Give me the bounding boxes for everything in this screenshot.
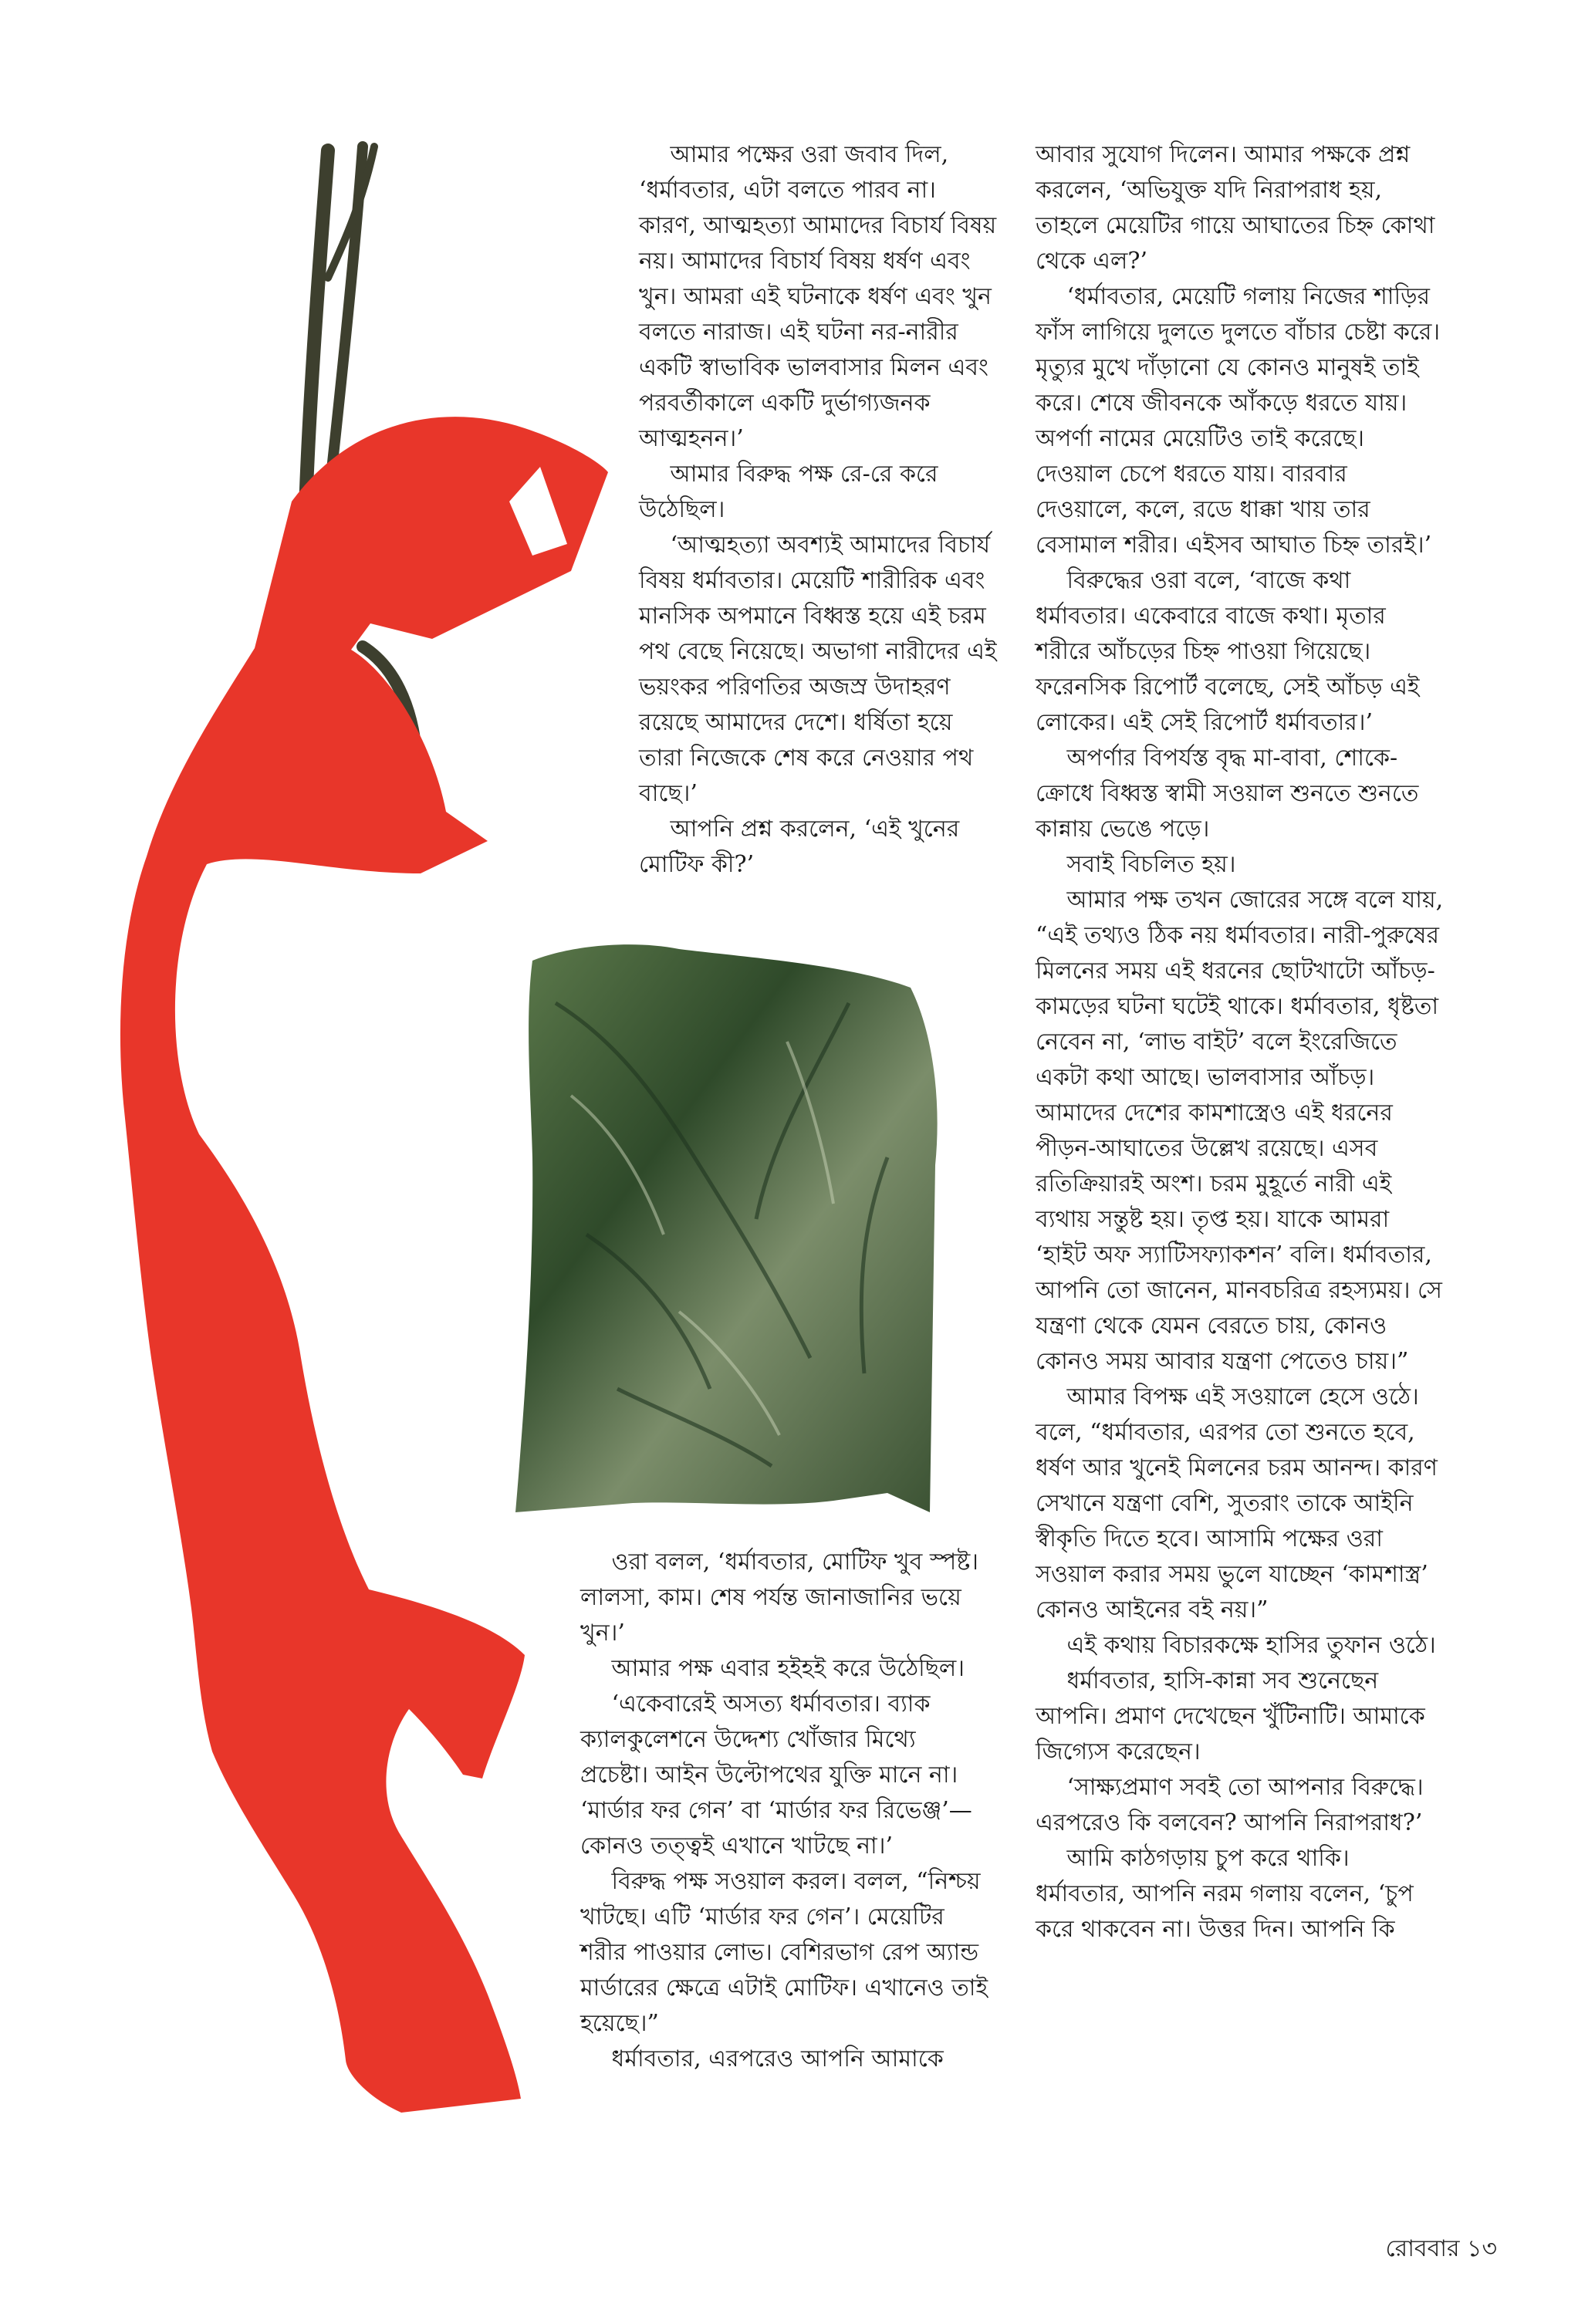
paragraph: বিরুদ্ধের ওরা বলে, ‘বাজে কথা ধর্মাবতার। একেবারে বাজে কথা। মৃতার শরীরে আঁচড়ের চিহ্ন পাওয়া গিয়েছে। ফরেনসিক রিপোর্ট বলেছে, সেই আঁচড় এই লোকের। এই সেই রিপোর্ট ধর্মাবতার।’ [1036,567,1420,736]
paragraph: বিরুদ্ধ পক্ষ সওয়াল করল। বলল, “নিশ্চয় খাটছে। এটি ‘মার্ডার ফর গেন’। মেয়েটির শরীর পাওয়ার লোভ। বেশিরভাগ রেপ অ্যান্ড মার্ডারের ক্ষেত্রে এটাই মোটিফ। এখানেও তাই হয়েছে।” [580,1868,988,2037]
paragraph: এই কথায় বিচারকক্ষে হাসির তুফান ওঠে। [1066,1632,1436,1659]
paragraph: আমার পক্ষের ওরা জবাব দিল, ‘ধর্মাবতার, এটা বলতে পারব না। কারণ, আত্মহত্যা আমাদের বিচার্য বিষয় নয়। আমাদের বিচার্য বিষয় ধর্ষণ এবং খুন। আমরা এই ঘটনাকে ধর্ষণ এবং খুন বলতে নারাজ। এই ঘটনা নর-নারীর একটি স্বাভাবিক ভালবাসার মিলন এবং পরবর্তীকালে একটি দুর্ভাগ্যজনক আত্মহনন।’ [639,141,997,452]
text-column-left-bottom [580,1545,989,2077]
paragraph: আমি কাঠগড়ায় চুপ করে থাকি। ধর্মাবতার, আপনি নরম গলায় বলেন, ‘চুপ করে থাকবেন না। উত্তর দিন। আপনি কি [1036,1845,1414,1943]
paragraph: ‘একেবারেই অসত্য ধর্মাবতার। ব্যাক ক্যালকুলেশনে উদ্দেশ্য খোঁজার মিথ্যে প্রচেষ্টা। আইন উল্টোপথের যুক্তি মানে না। ‘মার্ডার ফর গেন’ বা ‘মার্ডার ফর রিভেঞ্জ’— কোনও তত্ত্বই এখানে খাটছে না।’ [580,1691,972,1860]
paragraph: ওরা বলল, ‘ধর্মাবতার, মোটিফ খুব স্পষ্ট। লালসা, কাম। শেষ পর্যন্ত জানাজানির ভয়ে খুন।’ [580,1549,978,1647]
text-column-right [1036,137,1445,1947]
text-column-left-top [639,137,1000,883]
page-footer: রোববার ১৩ [1385,2235,1497,2262]
paragraph: ‘ধর্মাবতার, মেয়েটি গলায় নিজের শাড়ির ফাঁস লাগিয়ে দুলতে দুলতে বাঁচার চেষ্টা করে। মৃত্যুর মুখে দাঁড়ানো যে কোনও মানুষই তাই করে। শেষে জীবনকে আঁকড়ে ধরতে যায়। অপর্ণা নামের মেয়েটিও তাই করেছে। দেওয়াল চেপে ধরতে যায়। বারবার দেওয়ালে, কলে, রডে ধাক্কা খায় তার বেসামাল শরীর। এইসব আঘাত চিহ্ন তারই।’ [1036,283,1441,559]
paragraph: আমার পক্ষ এবার হইহই করে উঠেছিল। [611,1655,965,1682]
paragraph: আমার বিরুদ্ধ পক্ষ রে-রে করে উঠেছিল। [639,461,938,523]
paragraph: আবার সুযোগ দিলেন। আমার পক্ষকে প্রশ্ন করলেন, ‘অভিযুক্ত যদি নিরাপরাধ হয়, তাহলে মেয়েটির গায়ে আঘাতের চিহ্ন কোথা থেকে এল?’ [1036,141,1435,275]
rock-texture-panel [515,944,938,1512]
paragraph: সবাই বিচলিত হয়। [1066,851,1236,878]
paragraph: ‘আত্মহত্যা অবশ্যই আমাদের বিচার্য বিষয় ধর্মাবতার। মেয়েটি শারীরিক এবং মানসিক অপমানে বিধ্বস্ত হয়ে এই চরম পথ বেছে নিয়েছে। অভাগা নারীদের এই ভয়ংকর পরিণতির অজস্র উদাহরণ রয়েছে আমাদের দেশে। ধর্ষিতা হয়ে তারা নিজেকে শেষ করে নেওয়ার পথ বাছে।’ [639,532,997,807]
paragraph: ধর্মাবতার, এরপরেও আপনি আমাকে [611,2045,944,2072]
paragraph: অপর্ণার বিপর্যস্ত বৃদ্ধ মা-বাবা, শোকে-ক্রোধে বিধ্বস্ত স্বামী সওয়াল শুনতে শুনতে কান্নায় ভেঙে পড়ে। [1036,745,1419,843]
paragraph: আমার বিপক্ষ এই সওয়ালে হেসে ওঠে। বলে, “ধর্মাবতার, এরপর তো শুনতে হবে, ধর্ষণ আর খুনেই মিলনের চরম আনন্দ। কারণ সেখানে যন্ত্রণা বেশি, সুতরাং তাকে আইনি স্বীকৃতি দিতে হবে। আসামি পক্ষের ওরা সওয়াল করার সময় ভুলে যাচ্ছেন ‘কামশাস্ত্র’ কোনও আইনের বই নয়।” [1036,1383,1438,1623]
paragraph: ‘সাক্ষ্যপ্রমাণ সবই তো আপনার বিরুদ্ধে। এরপরেও কি বলবেন? আপনি নিরাপরাধ?’ [1036,1774,1424,1836]
paragraph: ধর্মাবতার, হাসি-কান্না সব শুনেছেন আপনি। প্রমাণ দেখেছেন খুঁটিনাটি। আমাকে জিগ্যেস করেছেন। [1036,1667,1425,1765]
paragraph: আপনি প্রশ্ন করলেন, ‘এই খুনের মোটিফ কী?’ [639,816,960,878]
paragraph: আমার পক্ষ তখন জোরের সঙ্গে বলে যায়, “এই তথ্যও ঠিক নয় ধর্মাবতার। নারী-পুরুষের মিলনের সময় এই ধরনের ছোটখাটো আঁচড়-কামড়ের ঘটনা ঘটেই থাকে। ধর্মাবতার, ধৃষ্টতা নেবেন না, ‘লাভ বাইট’ বলে ইংরেজিতে একটা কথা আছে। ভালবাসার আঁচড়। আমাদের দেশের কামশাস্ত্রেও এই ধরনের পীড়ন-আঘাতের উল্লেখ রয়েছে। এসব রতিক্রিয়ারই অংশ। চরম মুহূর্তে নারী এই ব্যথায় সন্তুষ্ট হয়। তৃপ্ত হয়। যাকে আমরা ‘হাইট অফ স্যাটিসফ্যাকশন’ বলি। ধর্মাবতার, আপনি তো জানেন, মানবচরিত্র রহস্যময়। সে যন্ত্রণা থেকে যেমন বেরতে চায়, কোনও কোনও সময় আবার যন্ত্রণা পেতেও চায়।” [1036,887,1444,1375]
